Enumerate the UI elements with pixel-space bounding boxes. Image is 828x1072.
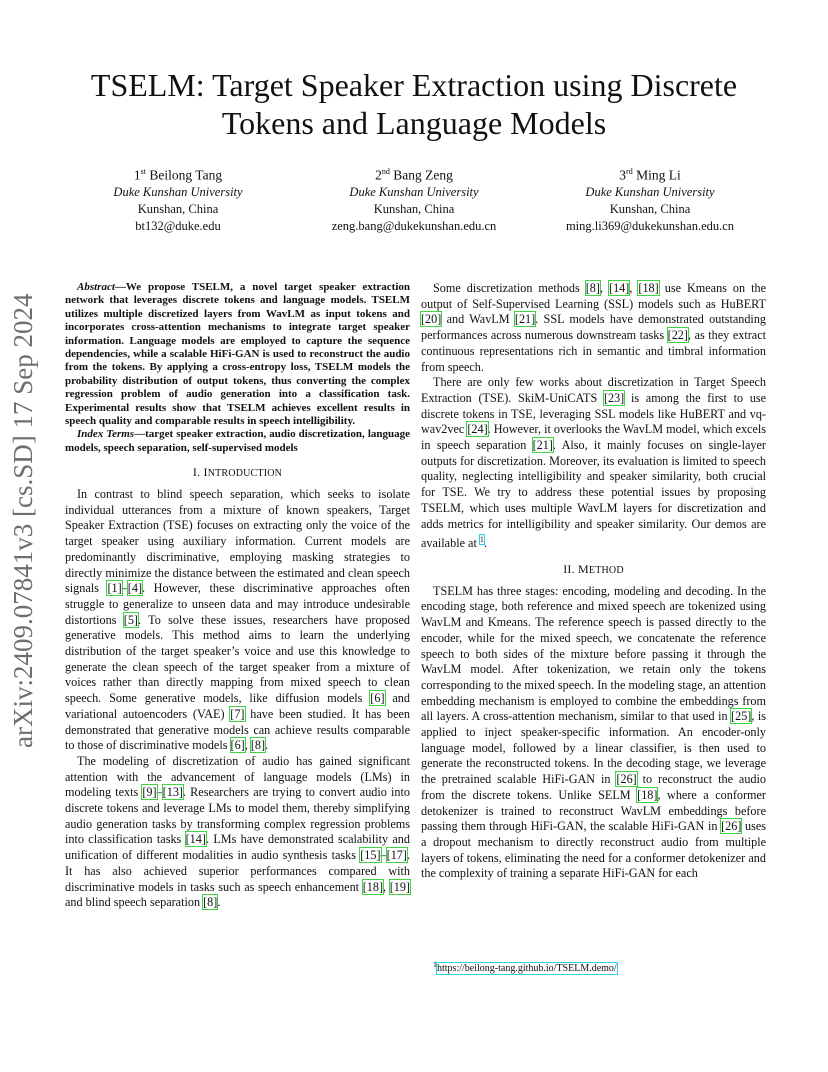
citation-link[interactable]: [20] <box>421 312 442 327</box>
left-column <box>65 281 410 911</box>
citation-link[interactable]: [14] <box>609 281 630 295</box>
citation-link[interactable]: [24] <box>467 422 488 437</box>
citation-link[interactable]: [17] <box>386 848 407 863</box>
index-terms: Index Terms—target speaker extraction, audio discretization, language models, speech separation, self-supervised models <box>65 428 410 454</box>
citation-link[interactable]: [25] <box>731 709 752 724</box>
author-name: Beilong Tang <box>149 167 223 183</box>
citation-link[interactable]: [22] <box>667 328 688 343</box>
footnote: $^1$https://beilong-tang.github.io/TSELM.demo/ <box>433 960 617 975</box>
method-paragraph-1: TSELM has three stages: encoding, modeling and decoding. In the encoding stage, both reference and mixed speech are tokenized using WavLM and Kmeans. The reference speech is passed directly to the encoder, while for the mixed speech, we concatenate the reference speech to both sides of the mixture before passing it through the WavLM model. After tokenization, we retain only the tokens corresponding to the mixed speech. In the modeling stage, an attention embedding mechanism is employed to combine the embeddings from all layers. A cross-attention mechanism, similar to that used in [25], is applied to inject speaker-specific information. An encoder-only language model, followed by a linear classifier, is then used to generate the reconstructed tokens. In the decoding stage, we leverage the pretrained scalable HiFi-GAN in [26] to reconstruct the audio from the discrete tokens. Unlike SELM [18], where a conformer detokenizer is trained to reconstruct WavLM embeddings before passing them through HiFi-GAN, the scalable HiFi-GAN in [26] uses a dropout mechanism to directly reconstruct audio from multiple layers of tokens, eliminating the need for a conformer detokenizer and the complexity of training a separate HiFi-GAN for each <box>421 583 766 881</box>
citation-link[interactable]: [21] <box>514 312 536 327</box>
citation-link[interactable]: [9] <box>142 785 157 800</box>
citation-link[interactable]: [1] <box>107 581 122 596</box>
citation-link[interactable]: [8] <box>203 895 218 910</box>
intro-paragraph-4: There are only few works about discretization in Target Speech Extraction (TSE). SkiM-UniCATS [23] is among the first to use discrete tokens in TSE, leveraging SSL models like HuBERT and vq-wav2vec [24]. However, it overlooks the WavLM model, which excels in speech separation [21]. Also, it mainly focuses on single-layer outputs for discretization. Moreover, its evaluation is limited to speech quality, neglecting intelligibility and speaker similarity, both crucial for TSE. We try to address these potential issues by proposing TSELM, which uses multiple WavLM layers for discretization and adds metrics for intelligibility and speaker similarity. Our demos are available at $^1$. <box>421 375 767 551</box>
author-2: 2nd Bang Zeng Duke Kunshan University Kunshan, China zeng.bang@dukekunshan.edu.cn <box>296 163 532 235</box>
author-email[interactable]: zeng.bang@dukekunshan.edu.cn <box>331 218 497 233</box>
title-line-1: TSELM: Target Speaker Extraction using Discrete <box>90 67 738 103</box>
paper-title <box>0 66 828 142</box>
intro-paragraph-1: In contrast to blind speech separation, which seeks to isolate individual utterances from a mixture of known speakers, Target Speaker Extraction (TSE) focuses on extracting only the voice of the target speaker using auxiliary information. Current models are predominantly discriminative, employing masking strategies to directly minimize the distance between the estimated and clean speech signals [1]–[4]. However, these discriminative approaches often struggle to generalize to unseen data and may introduce undesirable distortions [5]. To solve these issues, researchers have proposed generative models. This method aims to learn the underlying distribution of the target speaker’s voice and use this knowledge to generate the clean speech of the target speaker from a mixture of voices rather than directly mapping from mixed speech to clean speech. Some generative models, like diffusion models [6] and variational autoencoders (VAE) [7] have been studied. It has been demonstrated that generative models can achieve results comparable to those of discriminative models [6], [8]. <box>65 486 411 753</box>
citation-link[interactable]: [8] <box>250 738 266 753</box>
intro-paragraph-3: Some discretization methods [8], [14], [18] use Kmeans on the output of Self-Supervised Learning (SSL) models such as HuBERT [20] and WavLM [21]. SSL models have demonstrated outstanding performances across numerous downstream tasks [22], as they extract continuous representations rich in semantic and timbral information from speech. <box>421 281 767 374</box>
citation-link[interactable]: [23] <box>603 390 625 405</box>
section-heading-method: II. METHOD <box>563 562 624 577</box>
author-location: Kunshan, China <box>373 201 455 216</box>
citation-link[interactable]: [6] <box>370 691 385 706</box>
citation-link[interactable]: [15] <box>360 848 381 863</box>
right-column <box>421 281 766 882</box>
citation-link[interactable]: [8] <box>585 281 600 295</box>
citation-link[interactable]: [18] <box>637 787 658 802</box>
footnote-marker[interactable]: 1 <box>479 535 484 545</box>
arxiv-identifier: arXiv:2409.07841v3 [cs.SD] 17 Sep 2024 <box>8 293 38 748</box>
citation-link[interactable]: [4] <box>127 581 143 596</box>
intro-paragraph-2: The modeling of discretization of audio has gained significant attention with the advancement of language models (LMs) in modeling texts [9]–[13]. Researchers are trying to convert audio into discrete tokens and leverage LMs to model them, thereby simplifying audio generation tasks by transforming complex regression problems into classification tasks [14]. LMs have demonstrated scalability and unification of different modalities in audio synthesis tasks [15]–[17]. It has also achieved superior performances compared with discriminative models in tasks such as speech enhancement [18], [19] and blind speech separation [8]. <box>65 753 410 910</box>
author-name: Bang Zeng <box>393 167 453 183</box>
citation-link[interactable]: [26] <box>616 772 637 787</box>
author-3: 3rd Ming Li Duke Kunshan University Kunshan, China ming.li369@dukekunshan.edu.cn <box>532 163 768 235</box>
title-line-2: Tokens and Language Models <box>221 105 607 141</box>
citation-link[interactable]: [6] <box>230 738 245 753</box>
citation-link[interactable]: [13] <box>162 785 183 800</box>
author-block <box>60 163 768 235</box>
author-email[interactable]: bt132@duke.edu <box>135 218 221 233</box>
citation-link[interactable]: [14] <box>185 832 206 847</box>
citation-link[interactable]: [21] <box>532 438 553 453</box>
citation-link[interactable]: [18] <box>638 281 659 295</box>
footnote-link[interactable]: https://beilong-tang.github.io/TSELM.demo/ <box>437 963 617 975</box>
author-email[interactable]: ming.li369@dukekunshan.edu.cn <box>565 218 735 233</box>
author-name: Ming Li <box>636 167 681 183</box>
citation-link[interactable]: [26] <box>721 819 742 834</box>
author-affiliation: Duke Kunshan University <box>113 184 243 199</box>
citation-link[interactable]: [18] <box>362 879 384 894</box>
author-affiliation: Duke Kunshan University <box>585 184 715 199</box>
author-1: 1st Beilong Tang Duke Kunshan University Kunshan, China bt132@duke.edu <box>60 163 296 235</box>
section-heading-introduction: I. INTRODUCTION <box>192 465 283 480</box>
author-location: Kunshan, China <box>609 201 691 216</box>
citation-link[interactable]: [19] <box>389 879 410 894</box>
author-location: Kunshan, China <box>137 201 219 216</box>
citation-link[interactable]: [7] <box>230 706 245 721</box>
author-affiliation: Duke Kunshan University <box>349 184 479 199</box>
abstract: Abstract—We propose TSELM, a novel target speaker extraction network that leverages discrete tokens and language models. TSELM utilizes multiple discretized layers from WavLM as input tokens and incorporates cross-attention mechanisms to integrate target speaker information. Language models are employed to capture the sequence dependencies, while a scalable HiFi-GAN is used to reconstruct the audio from the tokens. By applying a cross-entropy loss, TSELM models the probability distribution of output tokens, thus converting the complex regression problem of audio generation into a classification task. Experimental results show that TSELM achieves excellent results in speech quality and comparable results in speech intelligibility. <box>65 281 410 428</box>
citation-link[interactable]: [5] <box>123 612 138 627</box>
